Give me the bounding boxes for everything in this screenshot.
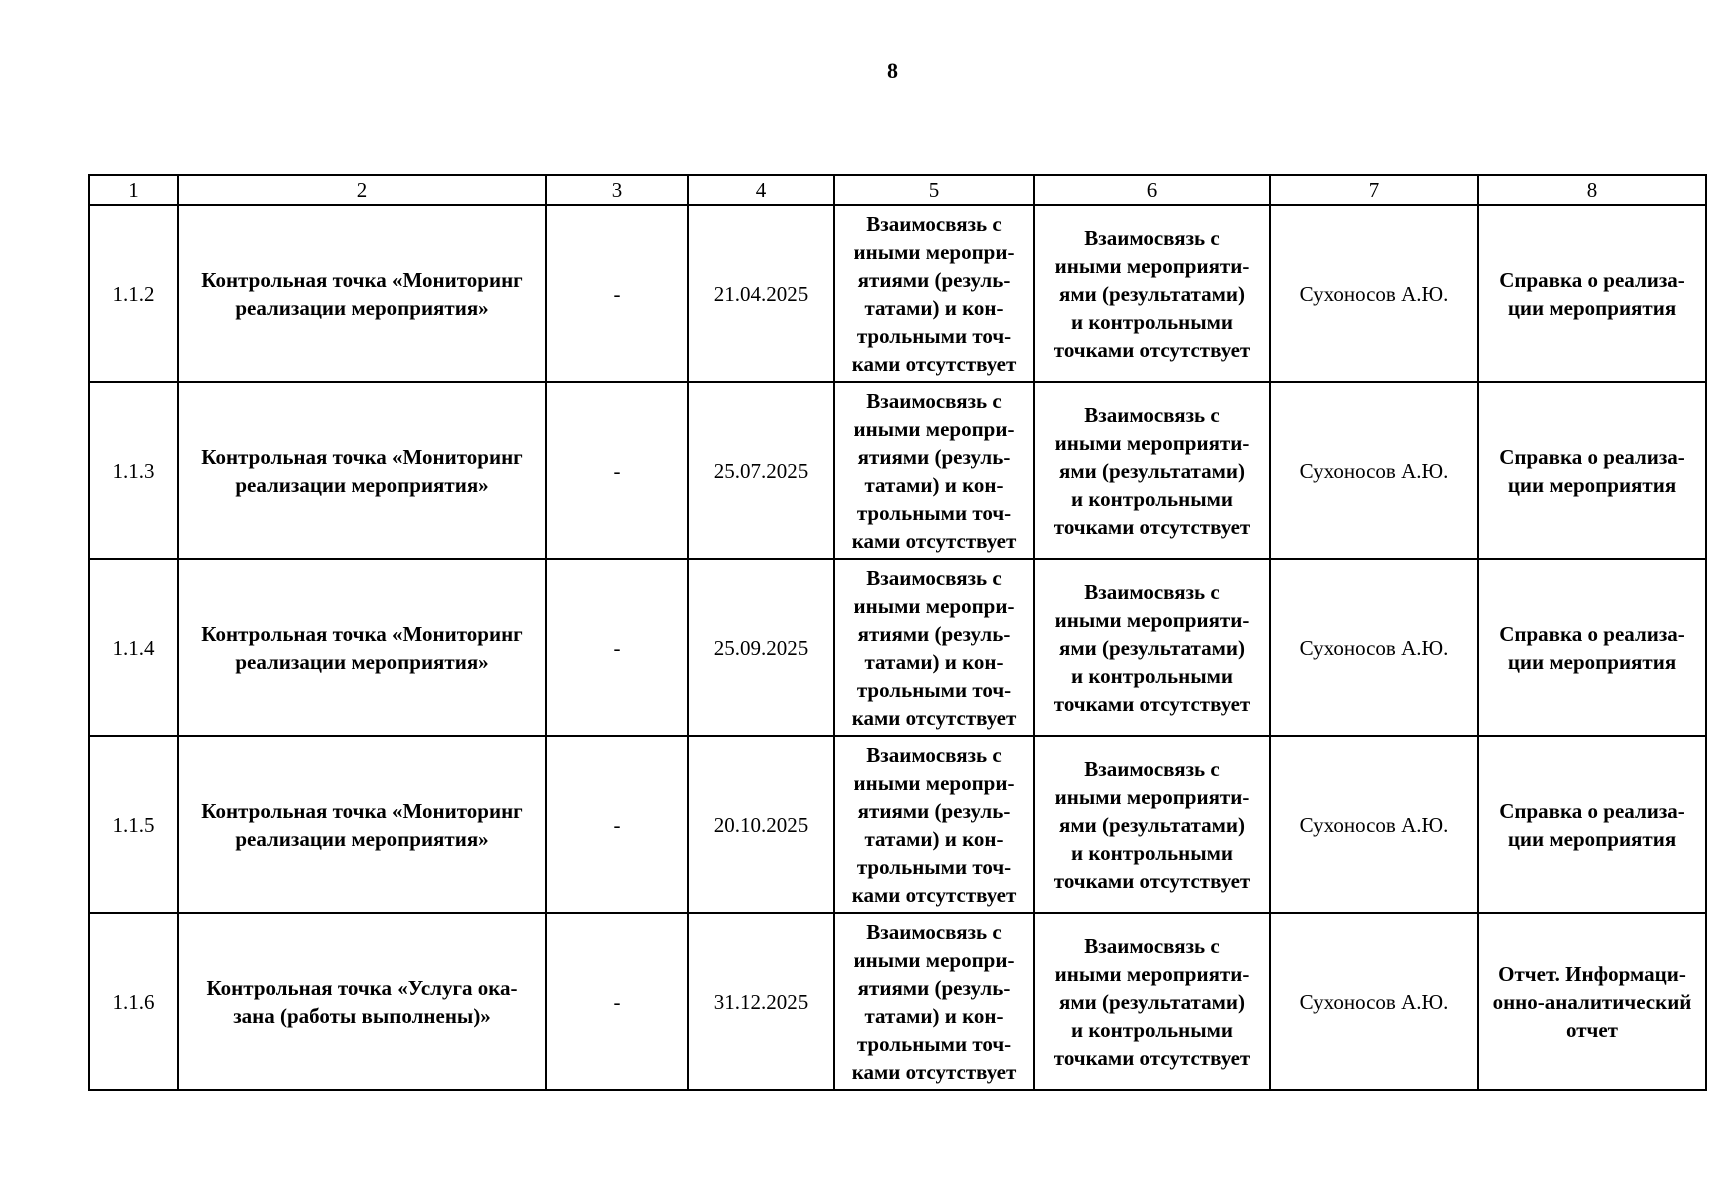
relation-col5-line: трольными точ- [856, 677, 1012, 702]
completion-date: 21.04.2025 [688, 205, 834, 382]
result-document-line: ции мероприятия [1507, 649, 1677, 674]
relation-col6-line: точками отсутствует [1053, 691, 1251, 716]
control-point-name-line: Контрольная точка «Мониторинг [201, 621, 523, 646]
relation-col6 [1034, 913, 1270, 1090]
control-point-name-line: Контрольная точка «Мониторинг [201, 267, 523, 292]
relation-col5-line: иными меропри- [853, 416, 1015, 441]
column-3-value: - [546, 913, 688, 1090]
result-document [1478, 382, 1706, 559]
control-point-name [178, 913, 546, 1090]
column-number-2: 2 [178, 175, 546, 205]
relation-col5 [834, 736, 1034, 913]
relation-col6-line: точками отсутствует [1053, 868, 1251, 893]
control-point-name [178, 736, 546, 913]
table-row [89, 205, 1706, 382]
result-document-line: Справка о реализа- [1499, 621, 1685, 646]
result-document-line: ции мероприятия [1507, 826, 1677, 851]
item-number: 1.1.5 [89, 736, 178, 913]
relation-col5-line: татами) и кон- [864, 472, 1004, 497]
table-row [89, 913, 1706, 1090]
relation-col5 [834, 559, 1034, 736]
relation-col5-line: иными меропри- [853, 947, 1015, 972]
relation-col5-line: иными меропри- [853, 239, 1015, 264]
relation-col6-line: и контрольными [1070, 840, 1234, 865]
control-point-name-line: реализации мероприятия» [235, 295, 489, 320]
result-document [1478, 205, 1706, 382]
relation-col5-line: Взаимосвязь с [866, 211, 1002, 236]
table-body [89, 205, 1706, 1090]
relation-col6-line: иными мероприяти- [1054, 607, 1250, 632]
result-document-line: Справка о реализа- [1499, 267, 1685, 292]
column-number-6: 6 [1034, 175, 1270, 205]
relation-col6-line: точками отсутствует [1053, 514, 1251, 539]
relation-col5-line: Взаимосвязь с [866, 742, 1002, 767]
relation-col6 [1034, 382, 1270, 559]
relation-col5-line: ками отсутствует [851, 705, 1017, 730]
relation-col6-line: Взаимосвязь с [1084, 402, 1220, 427]
relation-col5 [834, 913, 1034, 1090]
item-number: 1.1.3 [89, 382, 178, 559]
relation-col6-line: ями (результатами) [1058, 989, 1246, 1014]
relation-col5-line: ками отсутствует [851, 1059, 1017, 1084]
relation-col6-line: иными мероприяти- [1054, 961, 1250, 986]
table-row [89, 559, 1706, 736]
relation-col6-line: Взаимосвязь с [1084, 579, 1220, 604]
relation-col6-line: Взаимосвязь с [1084, 756, 1220, 781]
completion-date: 31.12.2025 [688, 913, 834, 1090]
relation-col6 [1034, 559, 1270, 736]
relation-col5-line: Взаимосвязь с [866, 919, 1002, 944]
relation-col5-line: ятиями (резуль- [857, 975, 1011, 1000]
responsible-person: Сухоносов А.Ю. [1270, 559, 1478, 736]
relation-col5-line: татами) и кон- [864, 1003, 1004, 1028]
result-document-line: Справка о реализа- [1499, 444, 1685, 469]
result-document [1478, 913, 1706, 1090]
responsible-person: Сухоносов А.Ю. [1270, 736, 1478, 913]
item-number: 1.1.6 [89, 913, 178, 1090]
relation-col5-line: трольными точ- [856, 854, 1012, 879]
column-number-7: 7 [1270, 175, 1478, 205]
relation-col5-line: иными меропри- [853, 770, 1015, 795]
relation-col6-line: Взаимосвязь с [1084, 225, 1220, 250]
column-number-3: 3 [546, 175, 688, 205]
responsible-person: Сухоносов А.Ю. [1270, 913, 1478, 1090]
result-document-line: ции мероприятия [1507, 295, 1677, 320]
result-document-line: Справка о реализа- [1499, 798, 1685, 823]
relation-col5 [834, 382, 1034, 559]
relation-col5-line: ятиями (резуль- [857, 621, 1011, 646]
relation-col6-line: и контрольными [1070, 1017, 1234, 1042]
column-number-5: 5 [834, 175, 1034, 205]
control-point-name-line: реализации мероприятия» [235, 472, 489, 497]
control-point-name-line: Контрольная точка «Услуга ока- [206, 975, 518, 1000]
completion-date: 20.10.2025 [688, 736, 834, 913]
relation-col5 [834, 205, 1034, 382]
column-3-value: - [546, 736, 688, 913]
relation-col5-line: ятиями (резуль- [857, 798, 1011, 823]
table-row [89, 736, 1706, 913]
relation-col5-line: ятиями (резуль- [857, 267, 1011, 292]
relation-col6-line: точками отсутствует [1053, 337, 1251, 362]
completion-date: 25.07.2025 [688, 382, 834, 559]
relation-col5-line: татами) и кон- [864, 295, 1004, 320]
relation-col6-line: иными мероприяти- [1054, 784, 1250, 809]
relation-col6-line: и контрольными [1070, 486, 1234, 511]
item-number: 1.1.4 [89, 559, 178, 736]
control-point-name [178, 382, 546, 559]
relation-col6-line: иными мероприяти- [1054, 253, 1250, 278]
control-point-name [178, 559, 546, 736]
control-point-name-line: зана (работы выполнены)» [233, 1003, 491, 1028]
relation-col5-line: Взаимосвязь с [866, 388, 1002, 413]
item-number: 1.1.2 [89, 205, 178, 382]
relation-col6-line: точками отсутствует [1053, 1045, 1251, 1070]
result-document [1478, 559, 1706, 736]
relation-col6-line: и контрольными [1070, 309, 1234, 334]
relation-col5-line: татами) и кон- [864, 649, 1004, 674]
column-3-value: - [546, 205, 688, 382]
relation-col6-line: иными мероприяти- [1054, 430, 1250, 455]
relation-col5-line: татами) и кон- [864, 826, 1004, 851]
relation-col6-line: и контрольными [1070, 663, 1234, 688]
control-point-name-line: реализации мероприятия» [235, 826, 489, 851]
control-point-name-line: Контрольная точка «Мониторинг [201, 444, 523, 469]
relation-col5-line: трольными точ- [856, 323, 1012, 348]
column-number-1: 1 [89, 175, 178, 205]
relation-col5-line: Взаимосвязь с [866, 565, 1002, 590]
control-points-table [88, 174, 1707, 1091]
control-point-name-line: реализации мероприятия» [235, 649, 489, 674]
column-3-value: - [546, 559, 688, 736]
relation-col6 [1034, 205, 1270, 382]
relation-col5-line: иными меропри- [853, 593, 1015, 618]
relation-col6-line: ями (результатами) [1058, 458, 1246, 483]
relation-col6 [1034, 736, 1270, 913]
relation-col5-line: ками отсутствует [851, 351, 1017, 376]
responsible-person: Сухоносов А.Ю. [1270, 205, 1478, 382]
result-document-line: отчет [1565, 1017, 1619, 1042]
column-number-8: 8 [1478, 175, 1706, 205]
result-document [1478, 736, 1706, 913]
completion-date: 25.09.2025 [688, 559, 834, 736]
relation-col6-line: Взаимосвязь с [1084, 933, 1220, 958]
relation-col6-line: ями (результатами) [1058, 812, 1246, 837]
result-document-line: ции мероприятия [1507, 472, 1677, 497]
relation-col5-line: ками отсутствует [851, 882, 1017, 907]
table-row [89, 382, 1706, 559]
page-number: 8 [887, 58, 898, 83]
relation-col6-line: ями (результатами) [1058, 281, 1246, 306]
column-3-value: - [546, 382, 688, 559]
relation-col5-line: трольными точ- [856, 1031, 1012, 1056]
result-document-line: Отчет. Информаци- [1498, 961, 1686, 986]
column-number-4: 4 [688, 175, 834, 205]
relation-col5-line: трольными точ- [856, 500, 1012, 525]
column-number-row [89, 175, 1706, 205]
relation-col5-line: ками отсутствует [851, 528, 1017, 553]
responsible-person: Сухоносов А.Ю. [1270, 382, 1478, 559]
result-document-line: онно-аналитический [1492, 989, 1692, 1014]
control-point-name-line: Контрольная точка «Мониторинг [201, 798, 523, 823]
control-point-name [178, 205, 546, 382]
relation-col5-line: ятиями (резуль- [857, 444, 1011, 469]
relation-col6-line: ями (результатами) [1058, 635, 1246, 660]
